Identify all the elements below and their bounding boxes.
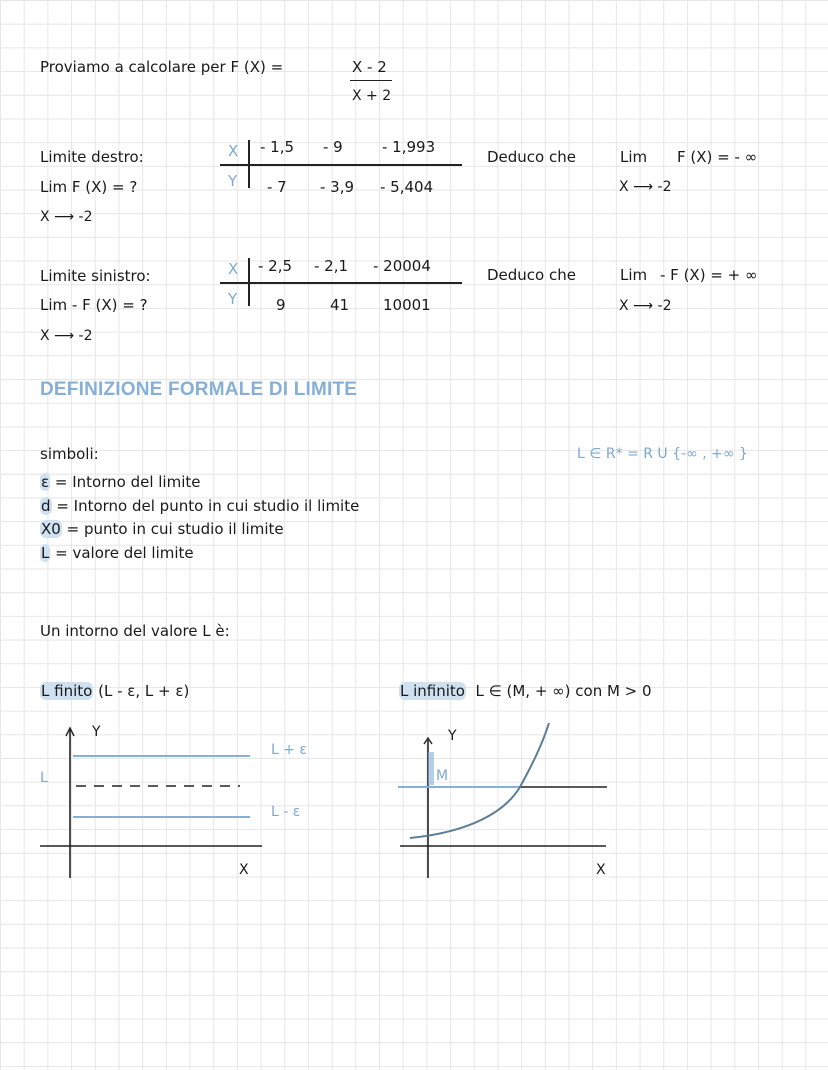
table-x-label: X [228,260,239,278]
infinite-y-label: Y [448,728,457,744]
table-cell: - 1,5 [260,138,295,156]
table-cell: 10001 [383,296,431,314]
left-deduce-label: Deduco che [487,266,576,284]
right-result-lim: Lim [620,148,648,166]
symbol-epsilon: ε = Intorno del limite [41,473,201,491]
table-cell: - 2,5 [258,257,293,275]
table-cell: - 5,404 [380,178,434,196]
table-cell: - 7 [267,178,287,196]
fraction-numerator: X - 2 [352,58,387,76]
table-cell: 9 [276,296,286,314]
left-limit-approach: X ⟶ -2 [40,328,93,344]
finite-l-label: L [40,770,48,786]
table-cell: - 2,1 [314,257,349,275]
symbol-l: L = valore del limite [41,544,194,562]
left-limit-heading: Limite sinistro: [40,267,151,285]
symbol-delta: d = Intorno del punto in cui studio il limite [41,497,360,515]
table-cell: - 20004 [373,257,431,275]
symbols-heading: simboli: [40,445,99,463]
left-result-approach: X ⟶ -2 [619,298,672,314]
finite-x-label: X [239,862,249,878]
left-result-lim: Lim [620,266,648,284]
symbol-mark: d [41,497,51,515]
symbol-x0: X0 = punto in cui studio il limite [41,520,284,538]
right-result: F (X) = - ∞ [677,148,758,166]
right-result-approach: X ⟶ -2 [619,179,672,195]
symbol-mark: X0 [41,520,61,538]
infinite-x-label: X [596,862,606,878]
right-limit-approach: X ⟶ -2 [40,209,93,225]
table-cell: - 9 [323,138,343,156]
finite-y-label: Y [92,724,101,740]
left-result: - F (X) = + ∞ [660,266,758,284]
table-y-label: Y [228,290,238,308]
right-limit-expression: Lim F (X) = ? [40,178,138,196]
right-limit-heading: Limite destro: [40,148,144,166]
m-label: M [436,768,449,784]
intro-text: Proviamo a calcolare per F (X) = [40,58,284,76]
upper-bound-label: L + ε [271,742,307,758]
table-x-label: X [228,142,239,160]
table-y-label: Y [228,172,238,190]
symbol-mark: L [41,544,50,562]
extended-reals-note: L ∈ R* = R U {-∞ , +∞ } [577,446,748,462]
fraction-denominator: X + 2 [352,88,392,104]
neighborhood-text: Un intorno del valore L è: [40,622,230,640]
right-deduce-label: Deduco che [487,148,576,166]
table-cell: - 3,9 [320,178,355,196]
table-cell: 41 [330,296,350,314]
lower-bound-label: L - ε [271,804,301,820]
left-limit-expression: Lim - F (X) = ? [40,296,148,314]
finite-label: L finito (L - ε, L + ε) [41,682,190,700]
symbol-mark: ε [41,473,50,491]
section-title: DEFINIZIONE FORMALE DI LIMITE [40,379,358,400]
table-cell: - 1,993 [382,138,436,156]
infinite-label: L infinito L ∈ (M, + ∞) con M > 0 [400,682,652,700]
